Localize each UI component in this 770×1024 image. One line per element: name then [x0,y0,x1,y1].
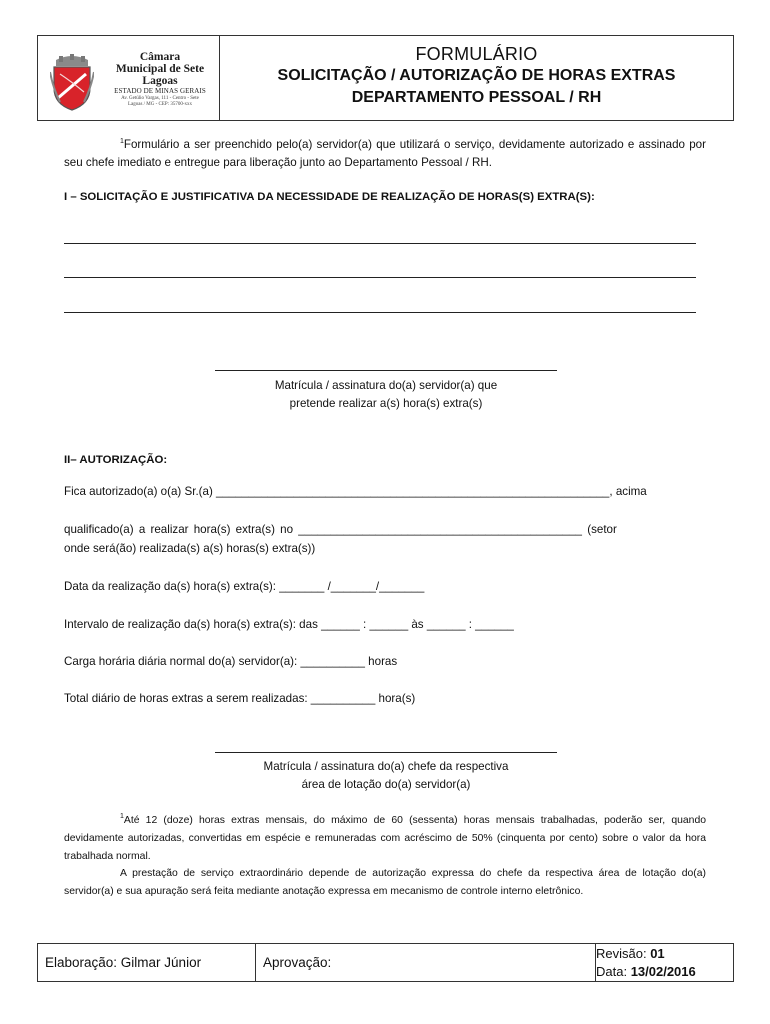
elaboration-label: Elaboração: Gilmar Júnior [45,955,202,970]
org-address-line1: Av. Getúlio Vargas, 111 - Centro - Sete [121,96,199,101]
department-title: DEPARTAMENTO PESSOAL / RH [351,89,602,106]
interval-field[interactable]: Intervalo de realização da(s) hora(s) extra(s): das ______ : ______ às ______ : ______ [64,618,514,631]
date-row [596,963,696,981]
justification-line-3[interactable] [64,312,696,313]
daily-workload-field[interactable]: Carga horária diária normal do(a) servidor(a): __________ horas [64,655,398,668]
section1-heading: I – SOLICITAÇÃO E JUSTIFICATIVA DA NECESSIDADE DE REALIZAÇÃO DE HORAS(S) EXTRA(S): [64,191,595,203]
manager-signature-caption [215,758,557,794]
employee-signature-caption-line1: Matrícula / assinatura do(a) servidor(a) que [274,379,498,392]
employee-signature-caption-line2: pretende realizar a(s) hora(s) extra(s) [289,397,483,410]
employee-signature-line[interactable] [215,370,557,371]
footer-table [37,943,734,982]
date-value: 13/02/2016 [630,964,696,979]
form-header [37,35,734,121]
intro-paragraph [64,136,706,172]
footnote-mark-2: 1 [120,813,124,820]
date-label: Data: [596,964,631,979]
revision-row [596,945,665,963]
justification-line-1[interactable] [64,243,696,244]
footnote-paragraph-2: A prestação de serviço extraordinário depende de autorização expressa do chefe da respectiva área de lotação do(a) servidor(a) e sua apuração será feita mediante anotação expressa em mecanismo de controle interno eletrônico. [64,868,706,897]
logo-cell [38,36,220,120]
justification-line-2[interactable] [64,277,696,278]
crest-icon [50,54,94,112]
footnote-text-1: Até 12 (doze) horas extras mensais, do máximo de 60 (sessenta) horas mensais trabalhadas, poderão ser, quando devidamente autorizadas, convertidas em espécie e remuneradas com acréscimo de 50% (cinquenta por cento) sobre o valor da hora trabalhada normal. [64,815,706,862]
approval-label: Aprovação: [263,955,332,970]
revision-value: 01 [650,946,665,961]
org-address [102,96,218,108]
intro-text: Formulário a ser preenchido pelo(a) servidor(a) que utilizará o serviço, devidamente autorizado e assinado por seu chefe imediato e entregue para liberação junto ao Departamento Pessoal / RH. [64,138,706,169]
sector-field[interactable]: qualificado(a) a realizar hora(s) extra(s) no ____________________________________________ (setor [64,523,617,536]
org-name-line2: Municipal de Sete [115,63,205,75]
form-title: FORMULÁRIO [415,44,538,64]
employee-signature-caption [215,377,557,413]
manager-signature-caption-line1: Matrícula / assinatura do(a) chefe da respectiva [263,760,509,773]
authorized-person-field[interactable]: Fica autorizado(a) o(a) Sr.(a) _____________________________________________________________, acima [64,485,647,498]
footnote-mark: 1 [120,138,124,145]
manager-signature-line[interactable] [215,752,557,753]
title-cell [220,36,733,120]
section2-heading: II– AUTORIZAÇÃO: [64,454,168,466]
date-field[interactable]: Data da realização da(s) hora(s) extra(s): _______ /_______/_______ [64,580,425,593]
footnote-paragraph-1 [64,812,706,866]
revision-label: Revisão: [596,946,651,961]
form-subtitle: SOLICITAÇÃO / AUTORIZAÇÃO DE HORAS EXTRAS [277,67,676,84]
footer-elaboration-cell [38,944,256,981]
footer-revision-cell [596,944,733,981]
sector-field-note: onde será(ão) realizada(s) a(s) horas(s) extra(s)) [64,542,316,555]
manager-signature-caption-line2: área de lotação do(a) servidor(a) [301,778,471,791]
org-name-line3: Lagoas [142,75,178,87]
org-name [102,51,218,87]
footer-approval-cell [256,944,596,981]
org-state: ESTADO DE MINAS GERAIS [114,87,206,95]
extra-hours-total-field[interactable]: Total diário de horas extras a serem realizadas: __________ hora(s) [64,692,416,705]
org-name-line1: Câmara [139,51,181,63]
org-address-line2: Lagoas / MG - CEP: 35700-xxx [127,102,193,107]
